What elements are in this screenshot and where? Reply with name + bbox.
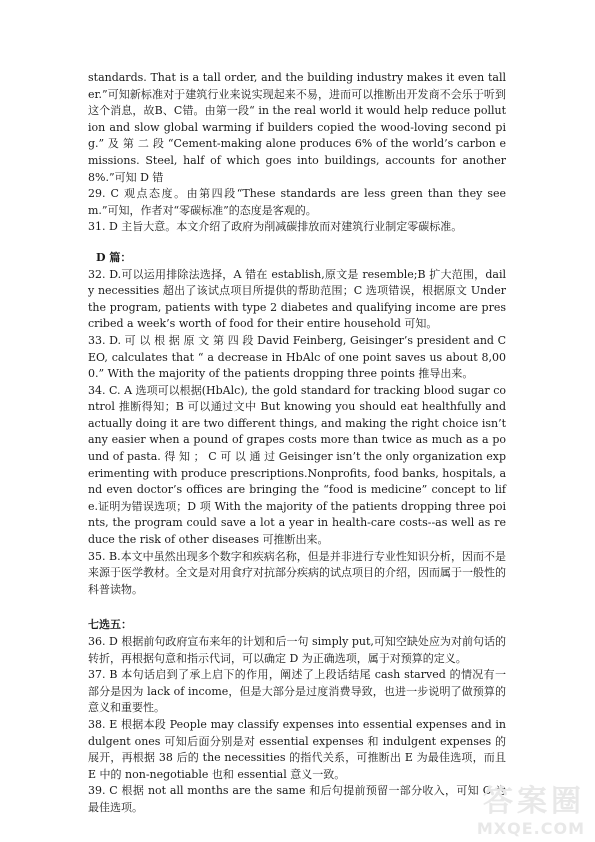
answer-paragraph: 34. C. A 选项可以根据(HbAlc), the gold standard for tracking blood sugar control 推断得知；B 可以通过文中 But knowing you should eat healthfully and actually doing it are two different things, and making the right choice isn’t any easier when a pound of grapes costs more than twice as much as a pound of pasta. 得 知 ； C 可 以 通 过 Geisinger isn’t the only organization experimenting with produce prescriptions.Nonprofits, food banks, hospitals, and even doctor’s offices are bringing the “food is medicine” concept to life.证明为错误选项；D 项 With the majority of the patients dropping three points, the program could save a lot a year in health-care costs--as well as reduce the risk of other diseases 可推断出来。 — [88, 383, 507, 547]
answer-paragraph: 37. B 本句话启到了承上启下的作用，阐述了上段话结尾 cash starved 的情况有一部分是因为 lack of income，但是大部分是过度消费导致，也进一步说明了做预算的意义和重要性。 — [88, 668, 506, 715]
watermark-logo — [435, 784, 585, 838]
answer-paragraph: 36. D 根据前句政府宣布来年的计划和后一句 simply put,可知空缺处应为对前句话的转折，再根据句意和指示代词，可以确定 D 为正确选项，属于对预算的定义。 — [88, 635, 506, 665]
answer-paragraph: 35. B.本文中虽然出现多个数字和疾病名称，但是并非进行专业性知识分析，因而不是来源于医学教材。全文是对用食疗对抗部分疾病的试点项目的介绍，因而属于一般性的科普读物。 — [88, 549, 506, 596]
answer-paragraph: 32. D.可以运用排除法选择，A 错在 establish,原文是 resemble;B 扩大范围，daily necessities 超出了该试点项目所提供的帮助范围；C 选项错误，根据原文 Under the program, patients with type 2 diabetes and qualifying income are prescribed a week’s worth of food for their entire household 可知。 — [88, 267, 506, 331]
document-body — [88, 70, 506, 817]
answer-paragraph: 38. E 根据本段 People may classify expenses into essential expenses and indulgent ones 可知后面分别是对 essential expenses 和 indulgent expenses 的展开，再根据 38 后的 the necessities 的指代关系，可推断出 E 为最佳选项，而且 E 中的 non-negotiable 也和 essential 意义一致。 — [88, 717, 506, 781]
answer-paragraph: 31. D 主旨大意。本文介绍了政府为削减碳排放而对建筑行业制定零碳标准。 — [88, 220, 463, 234]
section-heading-d: D 篇： — [96, 250, 132, 264]
answer-paragraph: standards. That is a tall order, and the building industry makes it even taller.”可知新标准对于建筑行业来说实现起来不易，进而可以推断出开发商不会乐于听到这个消息，故B、C错。由第一段“ in the real world it would help reduce pollution and slow global warming if builders copied the wood-loving second pig.” 及 第 二 段 “Cement-making alone produces 6% of the world’s carbon emissions. Steel, half of which goes into buildings, accounts for another 8%.”可知 D 错 — [88, 71, 506, 184]
answer-paragraph: 29. C 观点态度。由第四段“These standards are less green than they seem.”可知，作者对“零碳标准”的态度是客观的。 — [88, 187, 506, 217]
answer-paragraph: 39. C 根据 not all months are the same 和后句提前预留一部分收入，可知 C 为最佳选项。 — [88, 784, 506, 814]
section-heading-seven-choose-five: 七选五： — [88, 618, 132, 632]
watermark-top: 答案圈 — [483, 784, 585, 819]
watermark-bottom: MXQE.COM — [476, 819, 585, 838]
answer-paragraph: 33. D. 可 以 根 据 原 文 第 四 段 David Feinberg, Geisinger’s president and CEO, calculates that “ a decrease in HbAlc of one point saves us about 8,000.” With the majority of the patients dropping three points 推导出来。 — [88, 333, 506, 381]
